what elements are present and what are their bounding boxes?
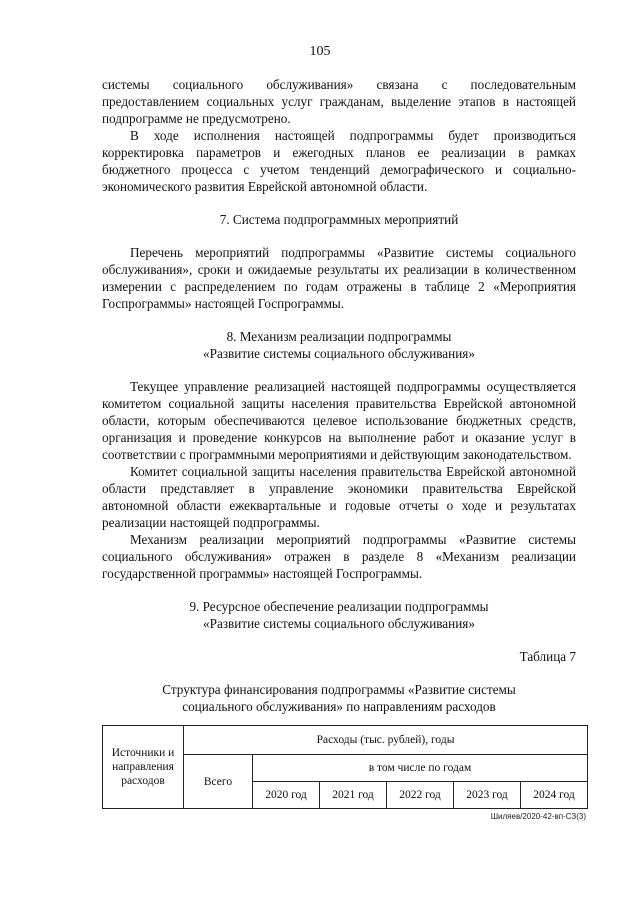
page-number: 105: [309, 44, 331, 59]
table-title-line: социального обслуживания» по направлениям расходов: [182, 699, 496, 714]
document-code: Шиляев/2020-42-вп-СЗ(3): [490, 812, 586, 821]
header-total: Всего: [184, 755, 253, 809]
table-title: [102, 681, 576, 715]
section-heading-9: [102, 598, 576, 632]
heading-line: «Развитие системы социального обслуживания»: [203, 346, 475, 361]
header-year: 2020 год: [253, 782, 320, 809]
section-heading-7: 7. Система подпрограммных мероприятий: [219, 212, 459, 227]
header-expenses: Расходы (тыс. рублей), годы: [184, 726, 588, 755]
table-title-line: Структура финансирования подпрограммы «Развитие системы: [162, 682, 516, 697]
header-year: 2024 год: [521, 782, 588, 809]
paragraph: Механизм реализации мероприятий подпрограммы «Развитие системы социального обслуживания» отражен в разделе 8 «Механизм реализации государственной программы» настоящей Госпрограммы.: [102, 532, 576, 581]
header-year: 2023 год: [454, 782, 521, 809]
header-year: 2021 год: [320, 782, 387, 809]
paragraph: Перечень мероприятий подпрограммы «Развитие системы социального обслуживания», сроки и ожидаемые результаты их реализации в количественном измерении с распределением по годам отражены в таблице 2 «Мероприятия Госпрограммы» настоящей Госпрограммы.: [102, 245, 576, 311]
heading-line: 9. Ресурсное обеспечение реализации подпрограммы: [189, 599, 489, 614]
financing-table: [102, 725, 588, 809]
table-label: Таблица 7: [519, 649, 576, 664]
heading-line: 8. Механизм реализации подпрограммы: [226, 329, 452, 344]
heading-line: «Развитие системы социального обслуживания»: [203, 616, 475, 631]
paragraph: Текущее управление реализацией настоящей подпрограммы осуществляется комитетом социальной защиты населения правительства Еврейской автономной области, которым обеспечиваются целевое использование бюджетных средств, организация и проведение конкурсов на выполнение работ и оказание услуг в соответствии с программными мероприятиями и действующим законодательством.: [102, 379, 576, 462]
section-heading-8: [102, 328, 576, 362]
paragraph: системы социального обслуживания» связана с последовательным предоставлением социальных услуг гражданам, выделение этапов в настоящей подпрограмме не предусмотрено.: [102, 77, 576, 126]
header-including: в том числе по годам: [253, 755, 588, 782]
paragraph: Комитет социальной защиты населения правительства Еврейской автономной области представляет в управление экономики правительства Еврейской автономной области ежеквартальные и годовые отчеты о ходе и результатах реализации настоящей подпрограммы.: [102, 464, 576, 530]
document-body: [102, 76, 576, 731]
header-year: 2022 год: [387, 782, 454, 809]
paragraph: В ходе исполнения настоящей подпрограммы будет производиться корректировка параметров и ежегодных планов ее реализации в рамках бюджетного процесса с учетом тенденций демографического и социально-экономического развития Еврейской автономной области.: [102, 128, 576, 194]
header-sources: Источники и направления расходов: [103, 726, 184, 809]
